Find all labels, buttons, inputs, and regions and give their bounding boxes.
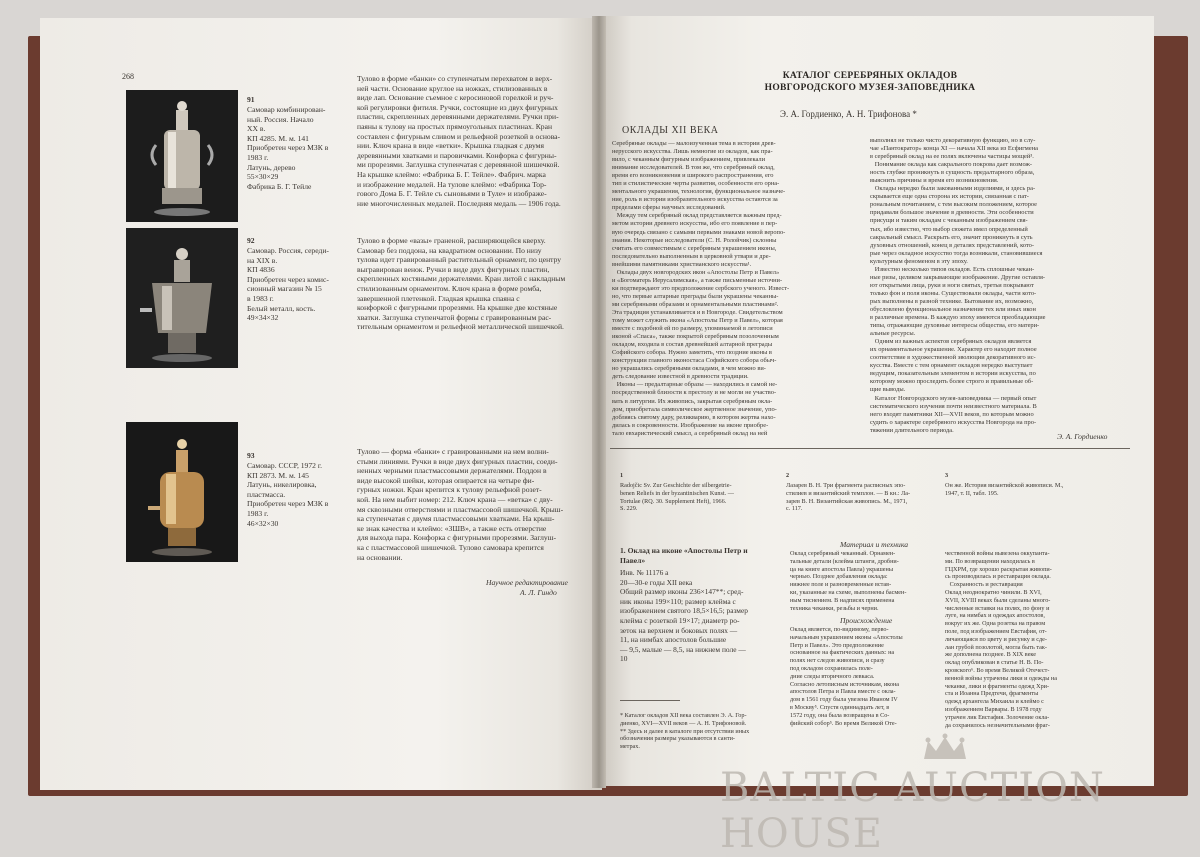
footnote-text: Лазарев В. Н. Три фрагмента расписных эпо- стилиев и византийский темплон. — В кн.: Ла- зарев В. Н. Византийская живопись. М., 1971, с. 117. [786, 482, 911, 513]
footnote-text: Radojčic Sv. Zur Geschichte der silbergetrie- benen Reliefs in der byzantinischen Kunst. — Tortulae (RQ. 30. Supplement Heft), 1966. S. 229. [620, 482, 734, 513]
article-authors: Э. А. Гордиенко, А. Н. Трифонова * [780, 109, 917, 119]
entry-description: Тулово в форме «банки» со ступенчатым перехватом в верх- ней части. Основание круглое на ножках, стилизованных в виде лап. Основание съемное с керосиновой горелкой и руч- кой регулировки фитиля. Ручки, состоящие из двух фигурных пластин, скрепленных деревянными держателями. Ручки при- паяны к тулову на простых прямоугольных пластинах. Кран составлен с фигурным сливом и рельефной розеткой в основа- нии. Ключ крана в виде «ветки». Крышка гладкая с двумя деревянными хватками и паровичками. Конфорка с фигурны- ми прорезями. Заглушка ступенчатая с деревянной шишечкой. На крышке клеймо: «Фабрика Б. Г. Тейле». Фабрич. марка и изображение медалей. На тулове клеймо: «Фабрика Тор- гового Дома Б. Г. Тейле съ сыновьями в Туле» и изображе- ние многочисленных медалей. Последняя медаль — 1906 года. [357, 74, 561, 208]
footnote-text: Он же. История византийской живописи. М., 1947, т. II, табл. 195. [945, 482, 1064, 497]
samovar-photo-92 [126, 228, 238, 368]
samovar-photo-91 [126, 90, 238, 222]
book-gutter [592, 16, 606, 788]
entry-description: Тулово в форме «вазы» граненой, расширяющейся кверху. Самовар без поддона, на квадратном основании. По низу тулова идет гравированный растительный орнамент, по центру выгравирован венок. Ручки в виде двух фигурных пластин, скрепленных костяными держателями. Кран литой с накладным стилизованным орнаментом. Ключ крана в форме ромба, завершенной плетенкой. Гладкая крышка спаяна с конфоркой с фигурными прорезями. На крышке две костяные хватки. Заглушка ступенчатой формы с гравированным рас- тительным орнаментом и рельефной металлической шишечкой. [357, 236, 566, 332]
entry-meta: Самовар. СССР, 1972 г. КП 2873. М. м. 145 Латунь, никелировка, пластмасса. Приобретен через МЗК в 1983 г. 46×32×30 [247, 461, 329, 528]
auction-house-watermark: BALTIC AUCTION HOUSE [720, 765, 1105, 857]
material-heading: Материал и техника [840, 540, 909, 549]
material-text: Оклад серебряный чеканный. Орнамен- тальные детали (клейма штанги, дробни- ца на книге апостола Павла) украшены чернью. Позднее добавления оклада: нижнее поле и разновременные встав- ки, указанные на схеме, выполнены басмен- ным тиснением. В надписях применена техника чеканки, резьбы и черни. [790, 550, 907, 612]
entry-meta: Самовар комбинирован- ный. Россия. Начало XX в. КП 4285. М. м. 141 Приобретен через МЗК в 1983 г. Латунь, дерево 55×30×29 Фабрика Б. Г. Тейле [247, 105, 329, 191]
origin-text: Оклад является, по-видимому, перво- начальным украшением иконы «Апостолы Петр и Павел». Это предположение основанное на фактических данных: на полях нет следов живописи, и сразу под окладом сохранилась поле- дние следы вторичного левкаса. Согласно летописным источникам, икона апостолов Петра и Павла вместе с окла- дом в 1561 году была увезена Иваном IV в Москву⁵. Спустя одиннадцать лет, в 1572 году, она была возвращена в Со- фийский собор⁵. Во время Великой Оте- [790, 626, 903, 727]
catalog-entry-details: Инв. № 11176 а 20—30-е годы XII века Общий размер иконы 236×147**; сред- ник иконы 199×110; размер клейма с изображением святого 18,5×16,5; размер клейма с розеткой 19×17; диаметр ро- зеток на верхнем и боковых полях — 11, на нимбах апостолов большие — 9,5, малые — 8,5, на нижнем поле — 10 [620, 568, 748, 664]
editor-name: А. Л. Гиндо [520, 588, 557, 597]
section-heading: ОКЛАДЫ XII ВЕКА [622, 125, 719, 136]
entry-number: 93 [247, 451, 255, 460]
footnote-number: 3 [945, 472, 949, 479]
body-column-2: выполнял не только чисто декоративную функцию, но в слу- чае «Пантократор» конца XI — начала XII века из Есфигмена в серебряный оклад на ее полях включены частицы мощей³. Понимание оклада как сакрального покрова дает возмож- ность глубже проникнуть в сущность предалтарного образа, выяснить причины и время его возникновения. Оклады нередко были закованными изделиями, и здесь ра- скрывается еще одна сторона их истории, связанная с пат- рональным почитанием, с тем высоким положением, которое придавали большое значение в древности. Эти особенности присущи и таким окладам с чеканным изображением свя- тых, ибо известно, что выбор сюжета имел определенный сакральный смысл. Раскрыть его, значит проникнуть в суть духовных отношений, конец в деталях представлений, кото- рые через окладное искусство тогда возникали, становившиеся культурным феноменом в эту эпоху. Известно несколько типов окладов. Есть сплошные чекан- ные ризы, целиком закрывающие изображение. Другие оставля- ют открытыми лица, руки и ноги святых, третьи покрывают только фон и поля иконы. Существовали оклады, части кото- рых выполнены в разной технике. Бытование их, возможно, обусловлено функциональное назначение тех или иных икон в различные времена. В каждую эпоху имеются преобладающие типы, отражающие духовные интересы общества, его матери- альные ресурсы. Одним из важных аспектов серебряных окладов является их орнаментальное украшение. Характер его находит полное соответствие в художественной эволюции декоративного ис- кусства. Вместе с тем орнамент окладов нередко выступает ведущим, показательным элементом в истории искусства, по которому можно проследить более строго и правильные об- щие выводы. Каталог Новгородского музея-заповедника — первый опыт систематического изучения почти неизвестного материала. В него входят памятники XII—XVII веков, по которым можно судить о характере серебряного искусства Новгорода на про- тяжении длительного периода. [870, 137, 1046, 434]
body-column-4: чественной войны вывезена оккупанта- ми. По возвращении находилась в ГЦХРМ, где хорошо раскрытая живопи- сь производилась и реставрация оклада. Сохранность и реставрация Оклад неоднократно чинили. В XVI, XVII, XVIII веках были сделаны много- численные вставки на полях, по фону и луге, на нимбах и одеждах апостолов, вокруг их же. Одна розетка на правом поле, под изображением Евстафия, от- личающаяся по цвету и рисунку и сде- лан грубой позолотой, могла быть так- же дополнена позднее. В XIX веке оклад опубликован в статье Н. В. По- кровского⁶. Во время Великой Отечест- венной войны утрачены лики и одежды на чеканке, лики и фрагменты одежд Хри- ста и Иоанна Предтечи, фрагменты одежд архангела Михаила и клеймо с изображением Варвары. В 1978 году утрачен лик Евстафия. Золочение окла- да сохранилось незначительными фраг- [945, 550, 1057, 729]
catalog-footnote-divider [620, 700, 680, 701]
body-column-1: Серебряные оклады — малоизученная тема в истории древ- нерусского искусства. Лишь немногие из окладов, как пра- вило, с чеканным фигурным изображением, привлекали внимание исследователей. В том же, что серебряный оклад, время его возникновения и широкого распространения, его тип и стилистические черты развития, особенности его орна- ментального украшения, технология, функциональное назначе- ние, роль в истории изобразительного искусства остаются за пределами сферы научных исследований. Между тем серебряный оклад представляется важным пред- метом истории древнего искусства, ибо его появление в пер- вую очередь связано с самыми первыми знаками новой веропо- знания. Некоторые исследователи (С. Н. Ролойчик) склонны считать его совместимым с серебряным украшением иконы, последовательно выполненным в церковной утвари и дре- внейшими памятниками христианского искусства¹. Оклады двух новгородских икон «Апостолы Петр и Павел» и «Богоматерь Иерусалимская», а также письменные источни- ки подтверждают это предположение сербского ученого. Извест- но, что первые алтарные преграды были украшены чеканны- ми серебряными образами и орнаментальными пластинами². Эта традиция устанавливается и в Новгороде. Свидетельством тому может служить икона «Апостолы Петр и Павел», которая вместе с подобной ей по размеру, упоминаемой в летописи иконой «Спаса», также покрытой серебряным позолоченным окладом, входила в состав древнейшей алтарной преграды Софийского собора. Нужно заметить, что поздние иконы в конструкции главного иконостаса Софийского собора обыч- но украшались серебряными окладами, в чем можно ви- деть следование известной в древности традиции. Иконы — предалтарные образы — находились в самой не- посредственной близости к престолу и не могли не участво- вать в литургии. Их живопись, закрытая серебряным окла- дом, приобретала символическое жертвенное значение, упо- добляясь святому дару, реликварию, в котором жертва нахо- дилась в сокровенности. Изображение на иконе приобре- тало евхаристический смысл, а серебряный оклад на ней [612, 140, 790, 437]
article-title-line1: КАТАЛОГ СЕРЕБРЯНЫХ ОКЛАДОВ [782, 71, 958, 81]
editor-label: Научное редактирование [486, 578, 568, 587]
crown-logo-icon [920, 733, 970, 768]
article-title-line2: НОВГОРОДСКОГО МУЗЕЯ-ЗАПОВЕДНИКА [764, 83, 976, 93]
entry-description: Тулово — форма «банки» с гравированными на нем волни- стыми линиями. Ручки в виде двух фигурных пластин, соеди- ненных черными пластмассовыми держателями. Поддон в виде высокой шейки, которая опирается на четыре фи- гурных ножки. Кран крепится к тулову рельефной розет- кой. На нем выбит номер: 212. Ключ крана — «ветка» с дву- мя сквозными отверстиями и пластмассовой шишечкой. Крыш- ка ступенчатая с двумя пластмассовыми хватками. На крыш- ке знак качества и клеймо: «ЗШВ», а также есть отверстие для выхода пара. Конфорка с фигурными прорезями. Заглуш- ка с пластмассовой шишечкой. Тулово самовара крепится на основании. [357, 447, 564, 562]
catalog-entry-heading: 1. Оклад на иконе «Апостолы Петр и Павел» [620, 546, 748, 565]
footnote-number: 2 [786, 472, 790, 479]
page-number: 268 [122, 72, 134, 81]
samovar-photo-93 [126, 422, 238, 562]
entry-number: 91 [247, 95, 255, 104]
origin-heading: Происхождение [840, 616, 893, 625]
footnote-divider [610, 448, 1130, 449]
author-signature: Э. А. Гордиенко [1057, 432, 1108, 441]
entry-number: 92 [247, 236, 255, 245]
entry-meta: Самовар. Россия, середи- на XIX в. КП 4836 Приобретен через комис- сионный магазин № 15 в 1983 г. Белый металл, кость. 49×34×32 [247, 246, 329, 323]
catalog-footnote: * Каталог окладов XII века составлен Э. А. Гор- диенко, XVI—XVII веков — А. Н. Трифоновой. ** Здесь и далее в каталоге при отсутствии иных обозначения размеры указываются в санти- метрах. [620, 712, 750, 751]
footnote-number: 1 [620, 472, 624, 479]
